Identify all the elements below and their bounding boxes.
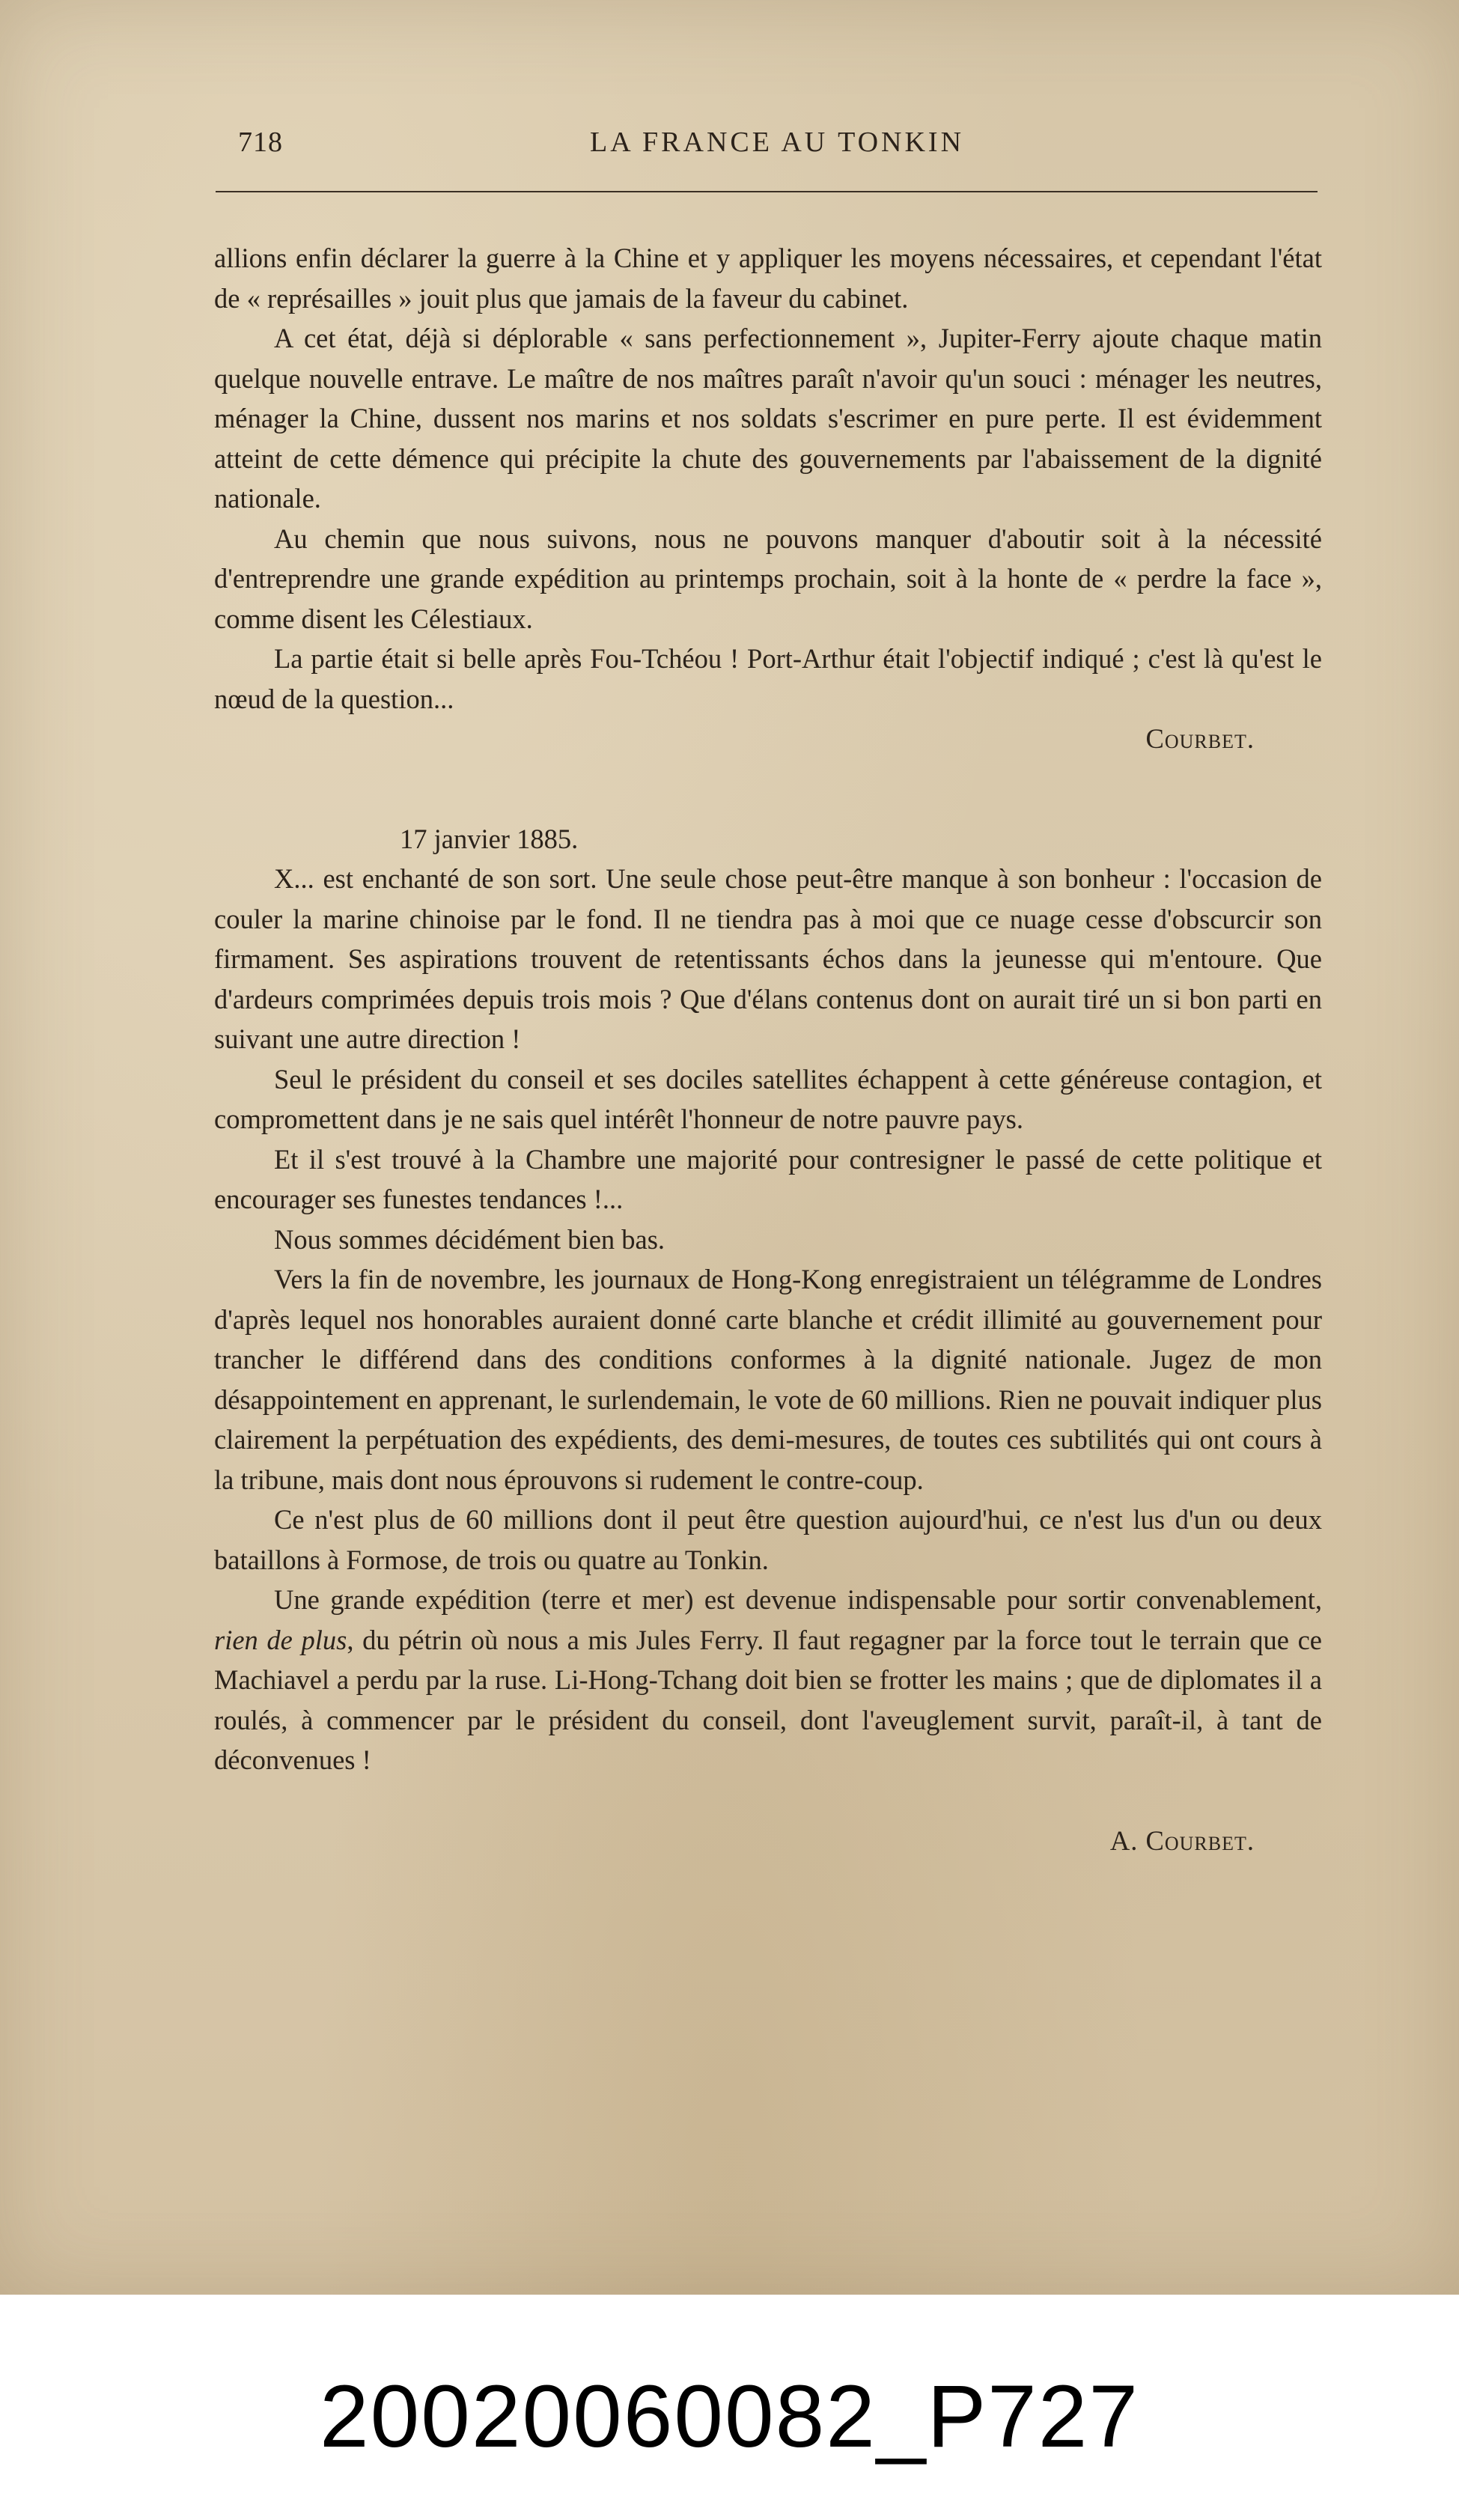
paragraph: allions enfin déclarer la guerre à la Chine et y appliquer les moyens nécessaires, et cependant l'état de « représailles » jouit plus que jamais de la faveur du cabinet. (214, 243, 1322, 314)
section-spacer (214, 759, 1322, 819)
running-title: LA FRANCE AU TONKIN (589, 127, 965, 158)
paragraph: Seul le président du conseil et ses dociles satellites échappent à cette généreuse contagion, et compromettent dans je ne sais quel intérêt l'honneur de notre pauvre pays. (214, 1063, 1322, 1134)
signature: Courbet. (1145, 723, 1255, 754)
paragraph-text: , du pétrin où nous a mis Jules Ferry. Il faut regagner par la force tout le terrain que ce Machiavel a perdu par la ruse. Li-Hong-Tchang doit bien se frotter les mains ; que de diplomates il a roulés, à commencer par le président du conseil, dont l'aveuglement survit, paraît-il, à tant de déconvenues ! (214, 1624, 1323, 1775)
page-number: 718 (238, 127, 283, 158)
paragraph: Ce n'est plus de 60 millions dont il peut être question aujourd'hui, ce n'est lus d'un ou deux bataillons à Formose, de trois ou quatre au Tonkin. (214, 1504, 1322, 1575)
section-spacer (214, 1780, 1322, 1821)
paragraph (214, 1580, 1322, 1780)
paragraph: Et il s'est trouvé à la Chambre une majorité pour contresigner le passé de cette politique et encourager ses funestes tendances !... (214, 1143, 1322, 1214)
paragraph: La partie était si belle après Fou-Tchéou ! Port-Arthur était l'objectif indiqué ; c'est là qu'est le nœud de la question... (214, 643, 1322, 714)
paragraph: Au chemin que nous suivons, nous ne pouvons manquer d'aboutir soit à la nécessité d'entreprendre une grande expédition au printemps prochain, soit à la honte de « perdre la face », comme disent les Célestiaux. (214, 523, 1322, 634)
paragraph: A cet état, déjà si déplorable « sans perfectionnement », Jupiter-Ferry ajoute chaque matin quelque nouvelle entrave. Le maître de nos maîtres paraît n'avoir qu'un souci : ménager les neutres, ménager la Chine, dussent nos marins et nos soldats s'escrimer en pure perte. Il est évidemment atteint de cette démence qui précipite la chute des gouvernements par l'abaissement de la dignité nationale. (214, 323, 1322, 514)
paragraph: X... est enchanté de son sort. Une seule chose peut-être manque à son bonheur : l'occasion de couler la marine chinoise par le fond. Il ne tiendra pas à moi que ce nuage cesse d'obscurcir son firmament. Ses aspirations trouvent de retentissants échos dans la jeunesse qui m'entoure. Que d'ardeurs comprimées depuis trois mois ? Que d'élans contenus dont on aurait tiré un si bon parti en suivant une autre direction ! (214, 863, 1322, 1054)
paragraph-text: Une grande expédition (terre et mer) est devenue indispensable pour sortir convenablement, (274, 1584, 1322, 1615)
letter-date: 17 janvier 1885. (400, 823, 579, 854)
page-header (238, 126, 1316, 171)
paragraph: Vers la fin de novembre, les journaux de Hong-Kong enregistraient un télégramme de Londres d'après lequel nos honorables auraient donné carte blanche et crédit illimité au gouvernement pour trancher le différend dans des conditions conformes à la dignité nationale. Jugez de mon désappointement en apprenant, le surlendemain, le vote de 60 millions. Rien ne pouvait indiquer plus clairement la perpétuation des expédients, des demi-mesures, de toutes ces subtilités qui ont cours à la tribune, mais dont nous éprouvons si rudement le contre-coup. (214, 1264, 1322, 1495)
header-rule (216, 191, 1318, 192)
image-caption-band (0, 2295, 1459, 2520)
archive-id: 20020060082_P727 (319, 2367, 1140, 2466)
signature: A. Courbet. (1109, 1824, 1255, 1856)
paragraph: Nous sommes décidément bien bas. (274, 1223, 665, 1255)
body-text (214, 238, 1322, 1860)
italic-phrase: rien de plus (214, 1624, 347, 1655)
